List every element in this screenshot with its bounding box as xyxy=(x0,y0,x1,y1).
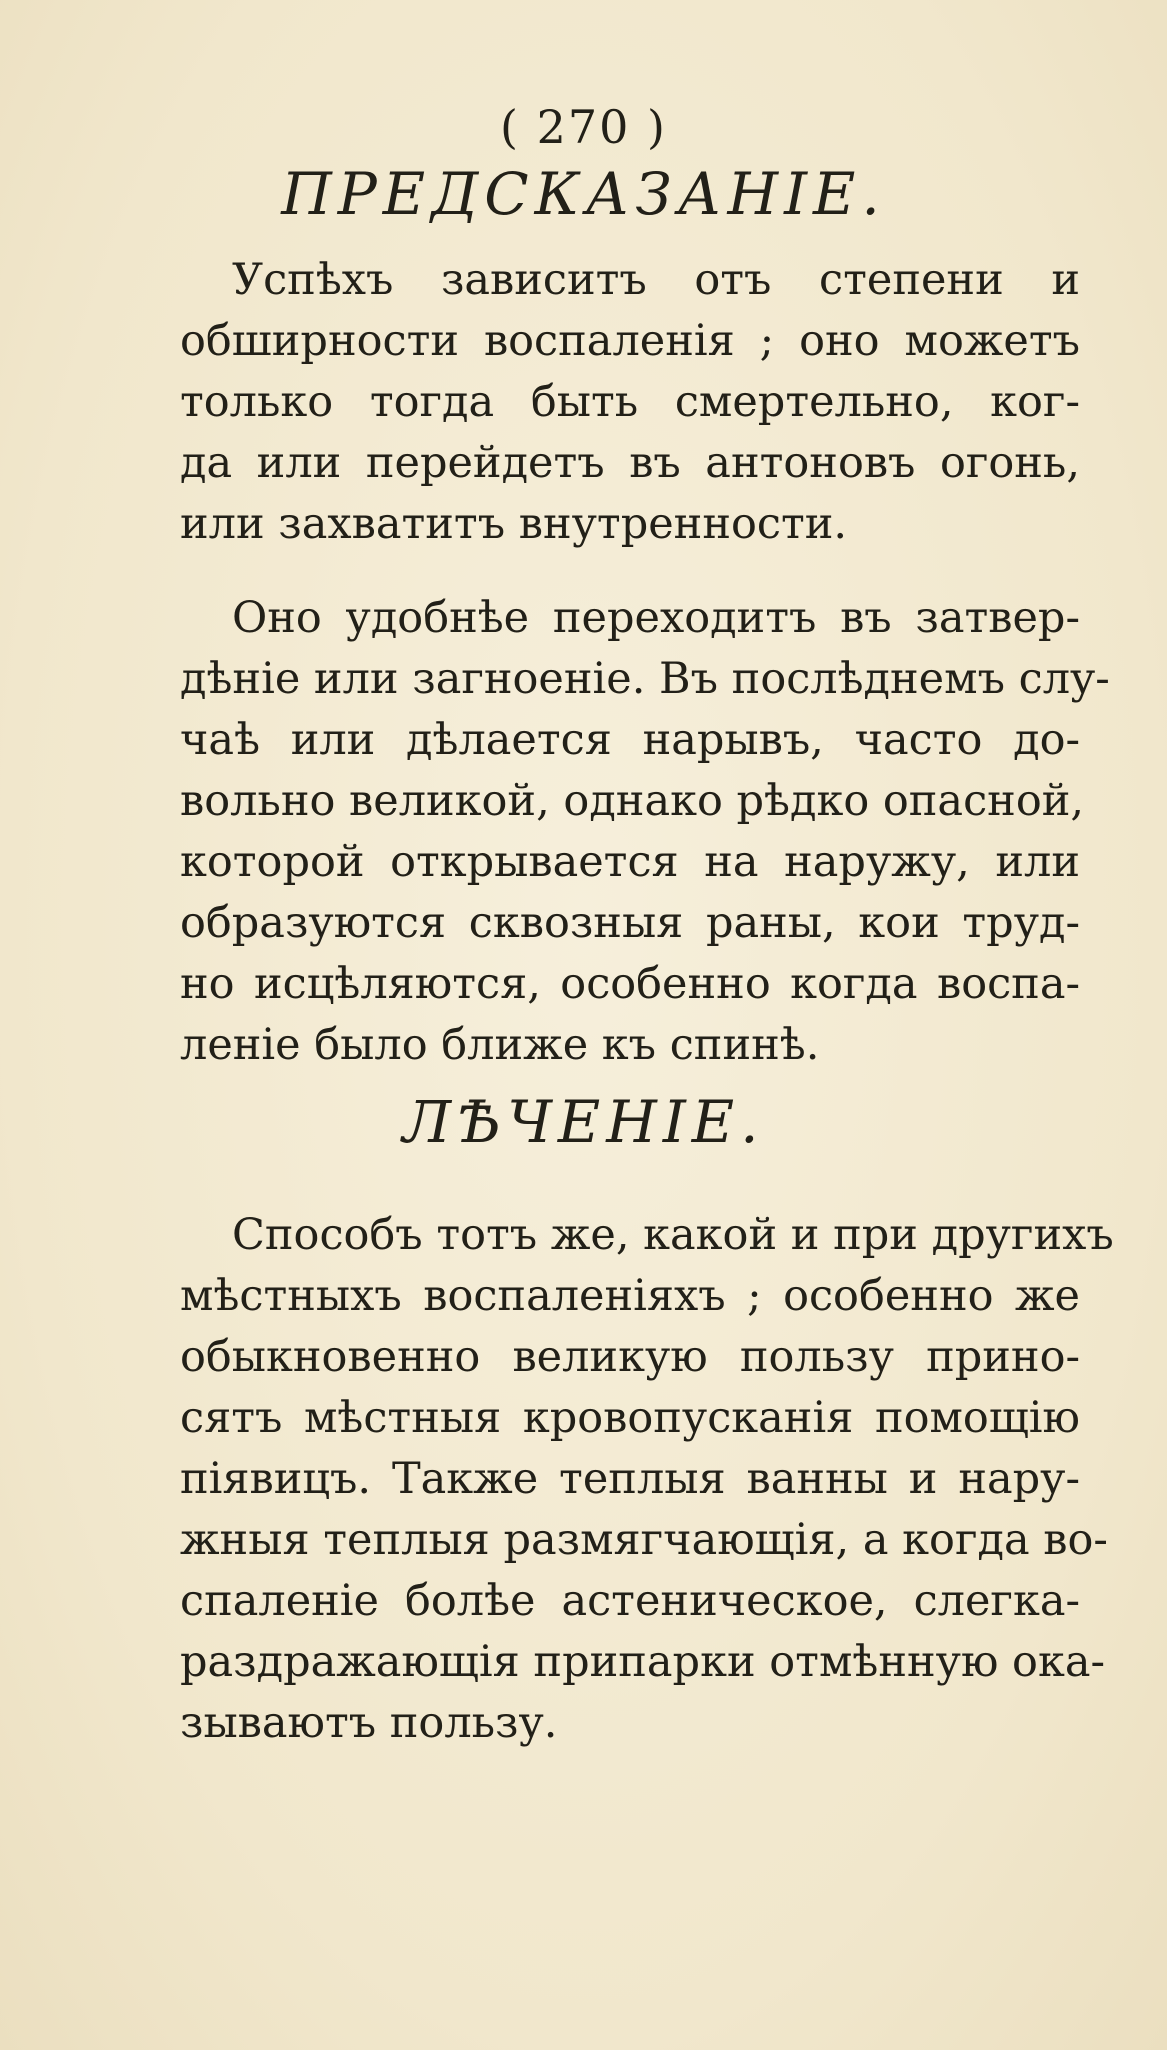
text-line: дѣніе или загноеніе. Въ послѣднемъ слу- xyxy=(180,654,1110,704)
text-line: спаленіе болѣе астеническое, слегка- xyxy=(180,1576,1080,1626)
page-number: ( 270 ) xyxy=(500,100,667,154)
text-line: піявицъ. Также теплыя ванны и нару- xyxy=(180,1454,1080,1504)
text-line: обширности воспаленія ; оно можетъ xyxy=(180,316,1080,366)
text-line: да или перейдетъ въ антоновъ огонь, xyxy=(180,438,1080,488)
paragraph-treatment-1 xyxy=(180,1205,1114,1754)
text-line: только тогда быть смертельно, ког- xyxy=(180,377,1080,427)
paragraph-prediction-1 xyxy=(180,250,1080,555)
text-line: Оно удобнѣе переходитъ въ затвер- xyxy=(232,593,1080,643)
text-line: обыкновенно великую пользу прино- xyxy=(180,1332,1080,1382)
text-line: Успѣхъ зависитъ отъ степени и xyxy=(232,255,1080,305)
section-heading-prediction: ПРЕДСКАЗАНІЕ. xyxy=(281,160,886,228)
text-line: мѣстныхъ воспаленіяхъ ; особенно же xyxy=(180,1271,1080,1321)
paragraph-prediction-2 xyxy=(180,588,1110,1076)
text-line: вольно великой, однако рѣдко опасной, xyxy=(180,776,1085,826)
text-line: но исцѣляются, особенно когда воспа- xyxy=(180,959,1080,1009)
text-line: жныя теплыя размягчающія, а когда во- xyxy=(180,1515,1108,1565)
section-heading-treatment: ЛѢЧЕНІЕ. xyxy=(402,1088,765,1156)
text-line: раздражающія припарки отмѣнную ока- xyxy=(180,1637,1105,1687)
text-line: Способъ тотъ же, какой и при другихъ xyxy=(232,1210,1114,1260)
text-line: которой открывается на наружу, или xyxy=(180,837,1080,887)
text-line: образуются сквозныя раны, кои труд- xyxy=(180,898,1080,948)
text-line: леніе было ближе къ спинѣ. xyxy=(180,1020,820,1070)
text-line: чаѣ или дѣлается нарывъ, часто до- xyxy=(180,715,1080,765)
text-line: сятъ мѣстныя кровопусканія помощію xyxy=(180,1393,1080,1443)
text-line: зываютъ пользу. xyxy=(180,1698,558,1748)
text-line: или захватитъ внутренности. xyxy=(180,499,848,549)
